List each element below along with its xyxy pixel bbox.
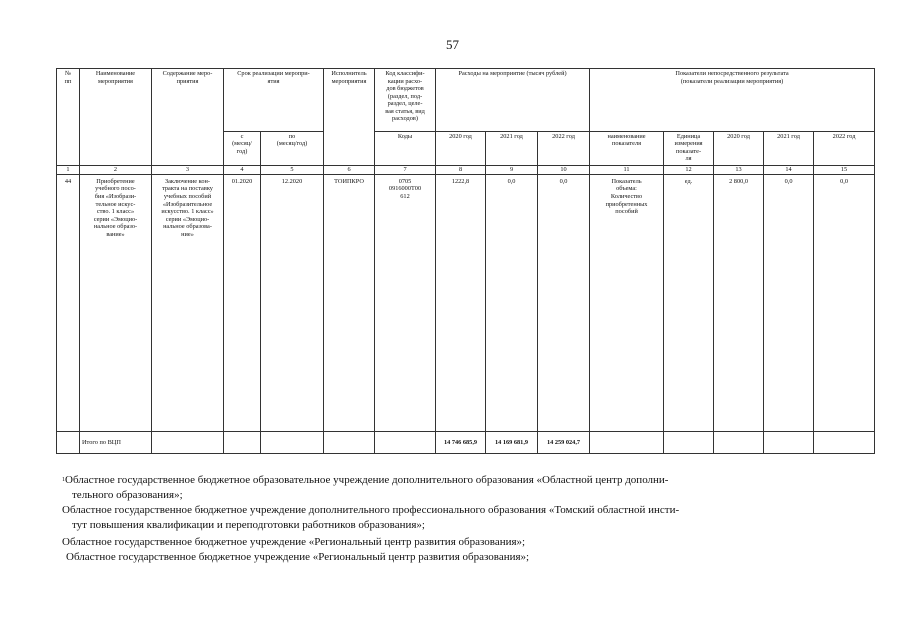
header-period: Срок реализации меропри- ятия — [224, 69, 324, 132]
column-number: 6 — [324, 165, 375, 174]
subheader-exp-2022: 2022 год — [538, 131, 590, 165]
column-number: 15 — [814, 165, 875, 174]
header-budget-code: Код классифи- кации расхо- дов бюджетов (раздел, под- раздел, целе- вая статья, вид расходов) — [375, 69, 436, 132]
subheader-exp-2020: 2020 год — [436, 131, 486, 165]
footnote-3: Областное государственное бюджетное учреждение «Региональный центр развития образования»; — [62, 536, 526, 548]
total-2020: 14 746 685,9 — [436, 432, 486, 454]
header-num: № пп — [57, 69, 80, 166]
header-name: Наименование мероприятия — [80, 69, 152, 166]
row-num: 44 — [57, 174, 80, 432]
row-exp-2022: 0,0 — [538, 174, 590, 432]
total-empty — [714, 432, 764, 454]
row-executor: ТОИПКРО — [324, 174, 375, 432]
footnote-4: Областное государственное бюджетное учреждение «Региональный центр развития образования»; — [66, 551, 530, 563]
column-number: 12 — [664, 165, 714, 174]
subheader-exp-2021: 2021 год — [486, 131, 538, 165]
row-unit: ед. — [664, 174, 714, 432]
total-empty — [814, 432, 875, 454]
column-number: 10 — [538, 165, 590, 174]
column-number: 2 — [80, 165, 152, 174]
total-empty — [224, 432, 261, 454]
total-row — [57, 432, 875, 454]
total-empty — [764, 432, 814, 454]
subheader-from: с (месяц/ год) — [224, 131, 261, 165]
column-number: 3 — [152, 165, 224, 174]
column-number: 9 — [486, 165, 538, 174]
total-2021: 14 169 681,9 — [486, 432, 538, 454]
footnote-2 — [62, 503, 874, 533]
footnote-1 — [62, 473, 874, 503]
total-empty — [57, 432, 80, 454]
row-res-2021: 0,0 — [764, 174, 814, 432]
page-number: 57 — [446, 37, 459, 52]
footnote-1-line-2: тельного образования»; — [72, 489, 183, 501]
row-name: Приобретение учебного посо- бия «Изобрази- тельное искус- ство. 1 класс» серии «Эмоцио- нальное образо- вание» — [80, 174, 152, 432]
row-exp-2021: 0,0 — [486, 174, 538, 432]
row-exp-2020: 1222,8 — [436, 174, 486, 432]
subheader-to: по (месяц/год) — [261, 131, 324, 165]
total-empty — [590, 432, 664, 454]
header-row — [57, 69, 875, 132]
header-content: Содержание меро- приятия — [152, 69, 224, 166]
activities-table — [56, 68, 875, 454]
column-number: 4 — [224, 165, 261, 174]
subheader-res-2021: 2021 год — [764, 131, 814, 165]
subheader-res-2020: 2020 год — [714, 131, 764, 165]
column-number: 11 — [590, 165, 664, 174]
row-res-2020: 2 800,0 — [714, 174, 764, 432]
total-empty — [152, 432, 224, 454]
column-number-row — [57, 165, 875, 174]
footnote-1-line-1: Областное государственное бюджетное образовательное учреждение дополнительного образования «Областной центр дополни- — [65, 474, 669, 486]
row-from: 01.2020 — [224, 174, 261, 432]
row-content: Заключение кон- тракта на поставку учебных пособий «Изобразительное искусство. 1 класс» серии «Эмоцио- нальное образова- ние» — [152, 174, 224, 432]
column-number: 7 — [375, 165, 436, 174]
subheader-indicator-name: наименование показателя — [590, 131, 664, 165]
subheader-codes: Коды — [375, 131, 436, 165]
row-code: 0705 0916000Т00 612 — [375, 174, 436, 432]
subheader-unit: Единица измерения показате- ля — [664, 131, 714, 165]
subheader-res-2022: 2022 год — [814, 131, 875, 165]
total-empty — [375, 432, 436, 454]
header-expenses: Расходы на мероприятие (тысяч рублей) — [436, 69, 590, 132]
total-empty — [261, 432, 324, 454]
footnote-marker: 1 — [62, 477, 65, 483]
total-empty — [664, 432, 714, 454]
total-2022: 14 259 024,7 — [538, 432, 590, 454]
column-number: 8 — [436, 165, 486, 174]
total-empty — [324, 432, 375, 454]
column-number: 1 — [57, 165, 80, 174]
column-number: 5 — [261, 165, 324, 174]
total-label: Итого по ВЦП — [80, 432, 152, 454]
column-number: 14 — [764, 165, 814, 174]
footnote-2-line-2: тут повышения квалификации и переподготовки работников образования»; — [72, 519, 425, 531]
footnote-2-line-1: Областное государственное бюджетное учреждение дополнительного профессионального образования «Томский областной инсти- — [62, 504, 680, 516]
header-results: Показатели непосредственного результата (показатели реализации мероприятия) — [590, 69, 875, 132]
header-executor: Исполнитель мероприятия — [324, 69, 375, 166]
row-indicator: Показатель объема: Количество приобретенных пособий — [590, 174, 664, 432]
row-res-2022: 0,0 — [814, 174, 875, 432]
table-row — [57, 174, 875, 432]
column-number: 13 — [714, 165, 764, 174]
row-to: 12.2020 — [261, 174, 324, 432]
